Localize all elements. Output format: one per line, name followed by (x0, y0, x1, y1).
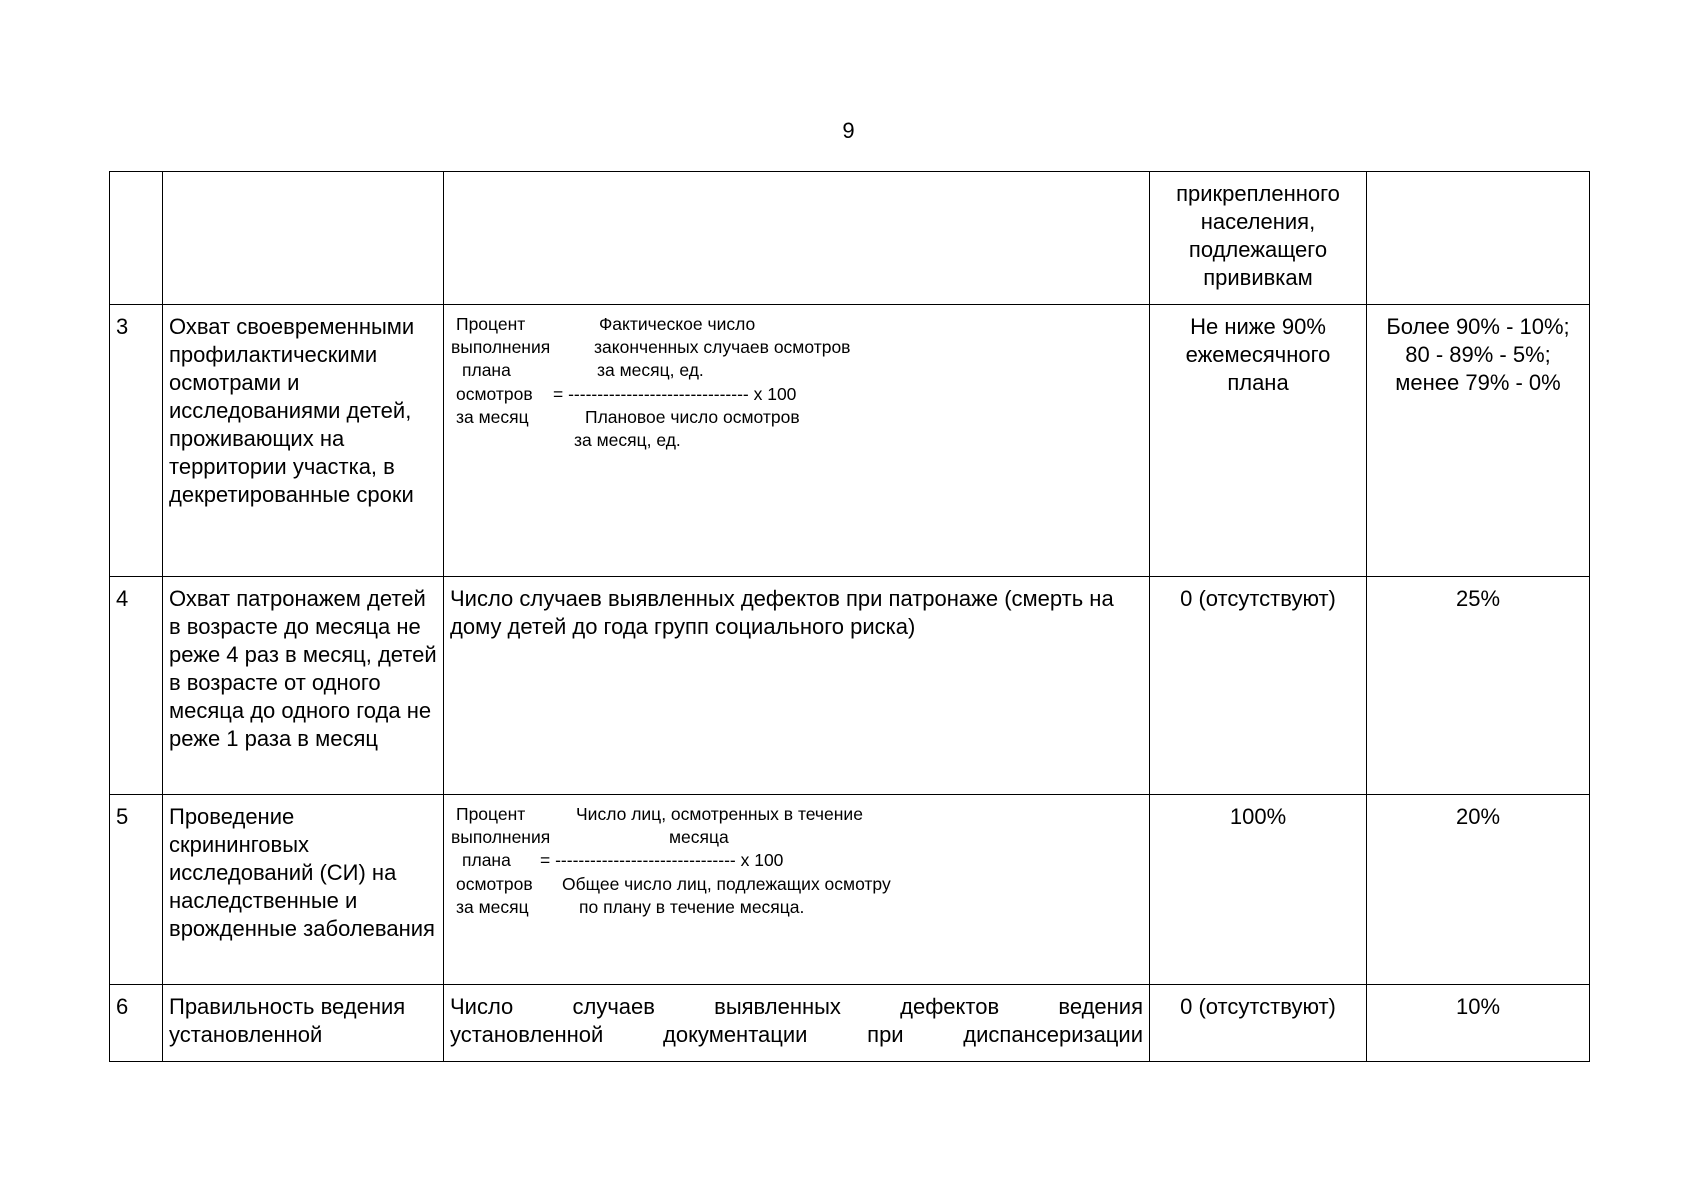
formula-numerator: за месяц, ед. (597, 360, 704, 380)
table-row (110, 172, 1590, 305)
formula (450, 313, 1143, 453)
table-row (110, 305, 1590, 577)
formula-left-line: плана (462, 850, 511, 870)
formula-denominator: по плану в течение месяца. (579, 897, 805, 917)
formula (450, 803, 1143, 943)
indicator-cell: Правильность ведения установленной (163, 985, 444, 1062)
formula-fraction-line: = ------------------------------- х 100 (553, 384, 797, 404)
formula-fraction-line: = ------------------------------- х 100 (540, 850, 784, 870)
method-cell: Число случаев выявленных дефектов при патронаже (смерть на дому детей до года групп социального риска) (444, 577, 1150, 795)
table-row (110, 795, 1590, 985)
target-cell: Не ниже 90% ежемесячного плана (1150, 305, 1367, 577)
table-row (110, 577, 1590, 795)
formula-left-line: плана (462, 360, 511, 380)
weight-cell (1367, 172, 1590, 305)
formula-left-line: осмотров (456, 874, 533, 894)
target-cell: 0 (отсутствуют) (1150, 577, 1367, 795)
weight-cell: 20% (1367, 795, 1590, 985)
criteria-table (109, 171, 1590, 1062)
table-row (110, 985, 1590, 1062)
formula-left-line: Процент (456, 314, 526, 334)
method-cell (444, 172, 1150, 305)
method-cell (444, 795, 1150, 985)
page-number: 9 (842, 118, 855, 143)
method-cell (444, 985, 1150, 1062)
formula-left-line: осмотров (456, 384, 533, 404)
formula-left-line: за месяц (456, 407, 529, 427)
indicator-cell (163, 172, 444, 305)
method-line: установленной документации при диспансеризации (450, 1022, 1143, 1047)
formula-denominator: Общее число лиц, подлежащих осмотру (562, 874, 891, 894)
row-number-cell: 3 (110, 305, 163, 577)
indicator-cell: Охват патронажем детей в возрасте до месяца не реже 4 раз в месяц, детей в возрасте от одного месяца до одного года не реже 1 раза в месяц (163, 577, 444, 795)
formula-numerator: Число лиц, осмотренных в течение (576, 804, 863, 824)
formula-left-line: выполнения (451, 827, 551, 847)
method-line: Число случаев выявленных дефектов ведения (450, 994, 1143, 1019)
formula-denominator: Плановое число осмотров (585, 407, 800, 427)
formula-numerator: законченных случаев осмотров (594, 337, 851, 357)
weight-cell: 10% (1367, 985, 1590, 1062)
indicator-cell: Проведение скрининговых исследований (СИ) на наследственные и врожденные заболевания (163, 795, 444, 985)
weight-cell: 25% (1367, 577, 1590, 795)
target-cell: 100% (1150, 795, 1367, 985)
target-cell: прикрепленного населения, подлежащего прививкам (1150, 172, 1367, 305)
row-number-cell (110, 172, 163, 305)
target-cell: 0 (отсутствуют) (1150, 985, 1367, 1062)
formula-left-line: выполнения (451, 337, 551, 357)
indicator-cell: Охват своевременными профилактическими осмотрами и исследованиями детей, проживающих на территории участка, в декретированные сроки (163, 305, 444, 577)
formula-numerator: месяца (669, 827, 729, 847)
formula-denominator: за месяц, ед. (574, 430, 681, 450)
formula-left-line: Процент (456, 804, 526, 824)
weight-cell: Более 90% - 10%; 80 - 89% - 5%; менее 79% - 0% (1367, 305, 1590, 577)
formula-numerator: Фактическое число (599, 314, 756, 334)
method-cell (444, 305, 1150, 577)
row-number-cell: 4 (110, 577, 163, 795)
row-number-cell: 6 (110, 985, 163, 1062)
row-number-cell: 5 (110, 795, 163, 985)
formula-left-line: за месяц (456, 897, 529, 917)
